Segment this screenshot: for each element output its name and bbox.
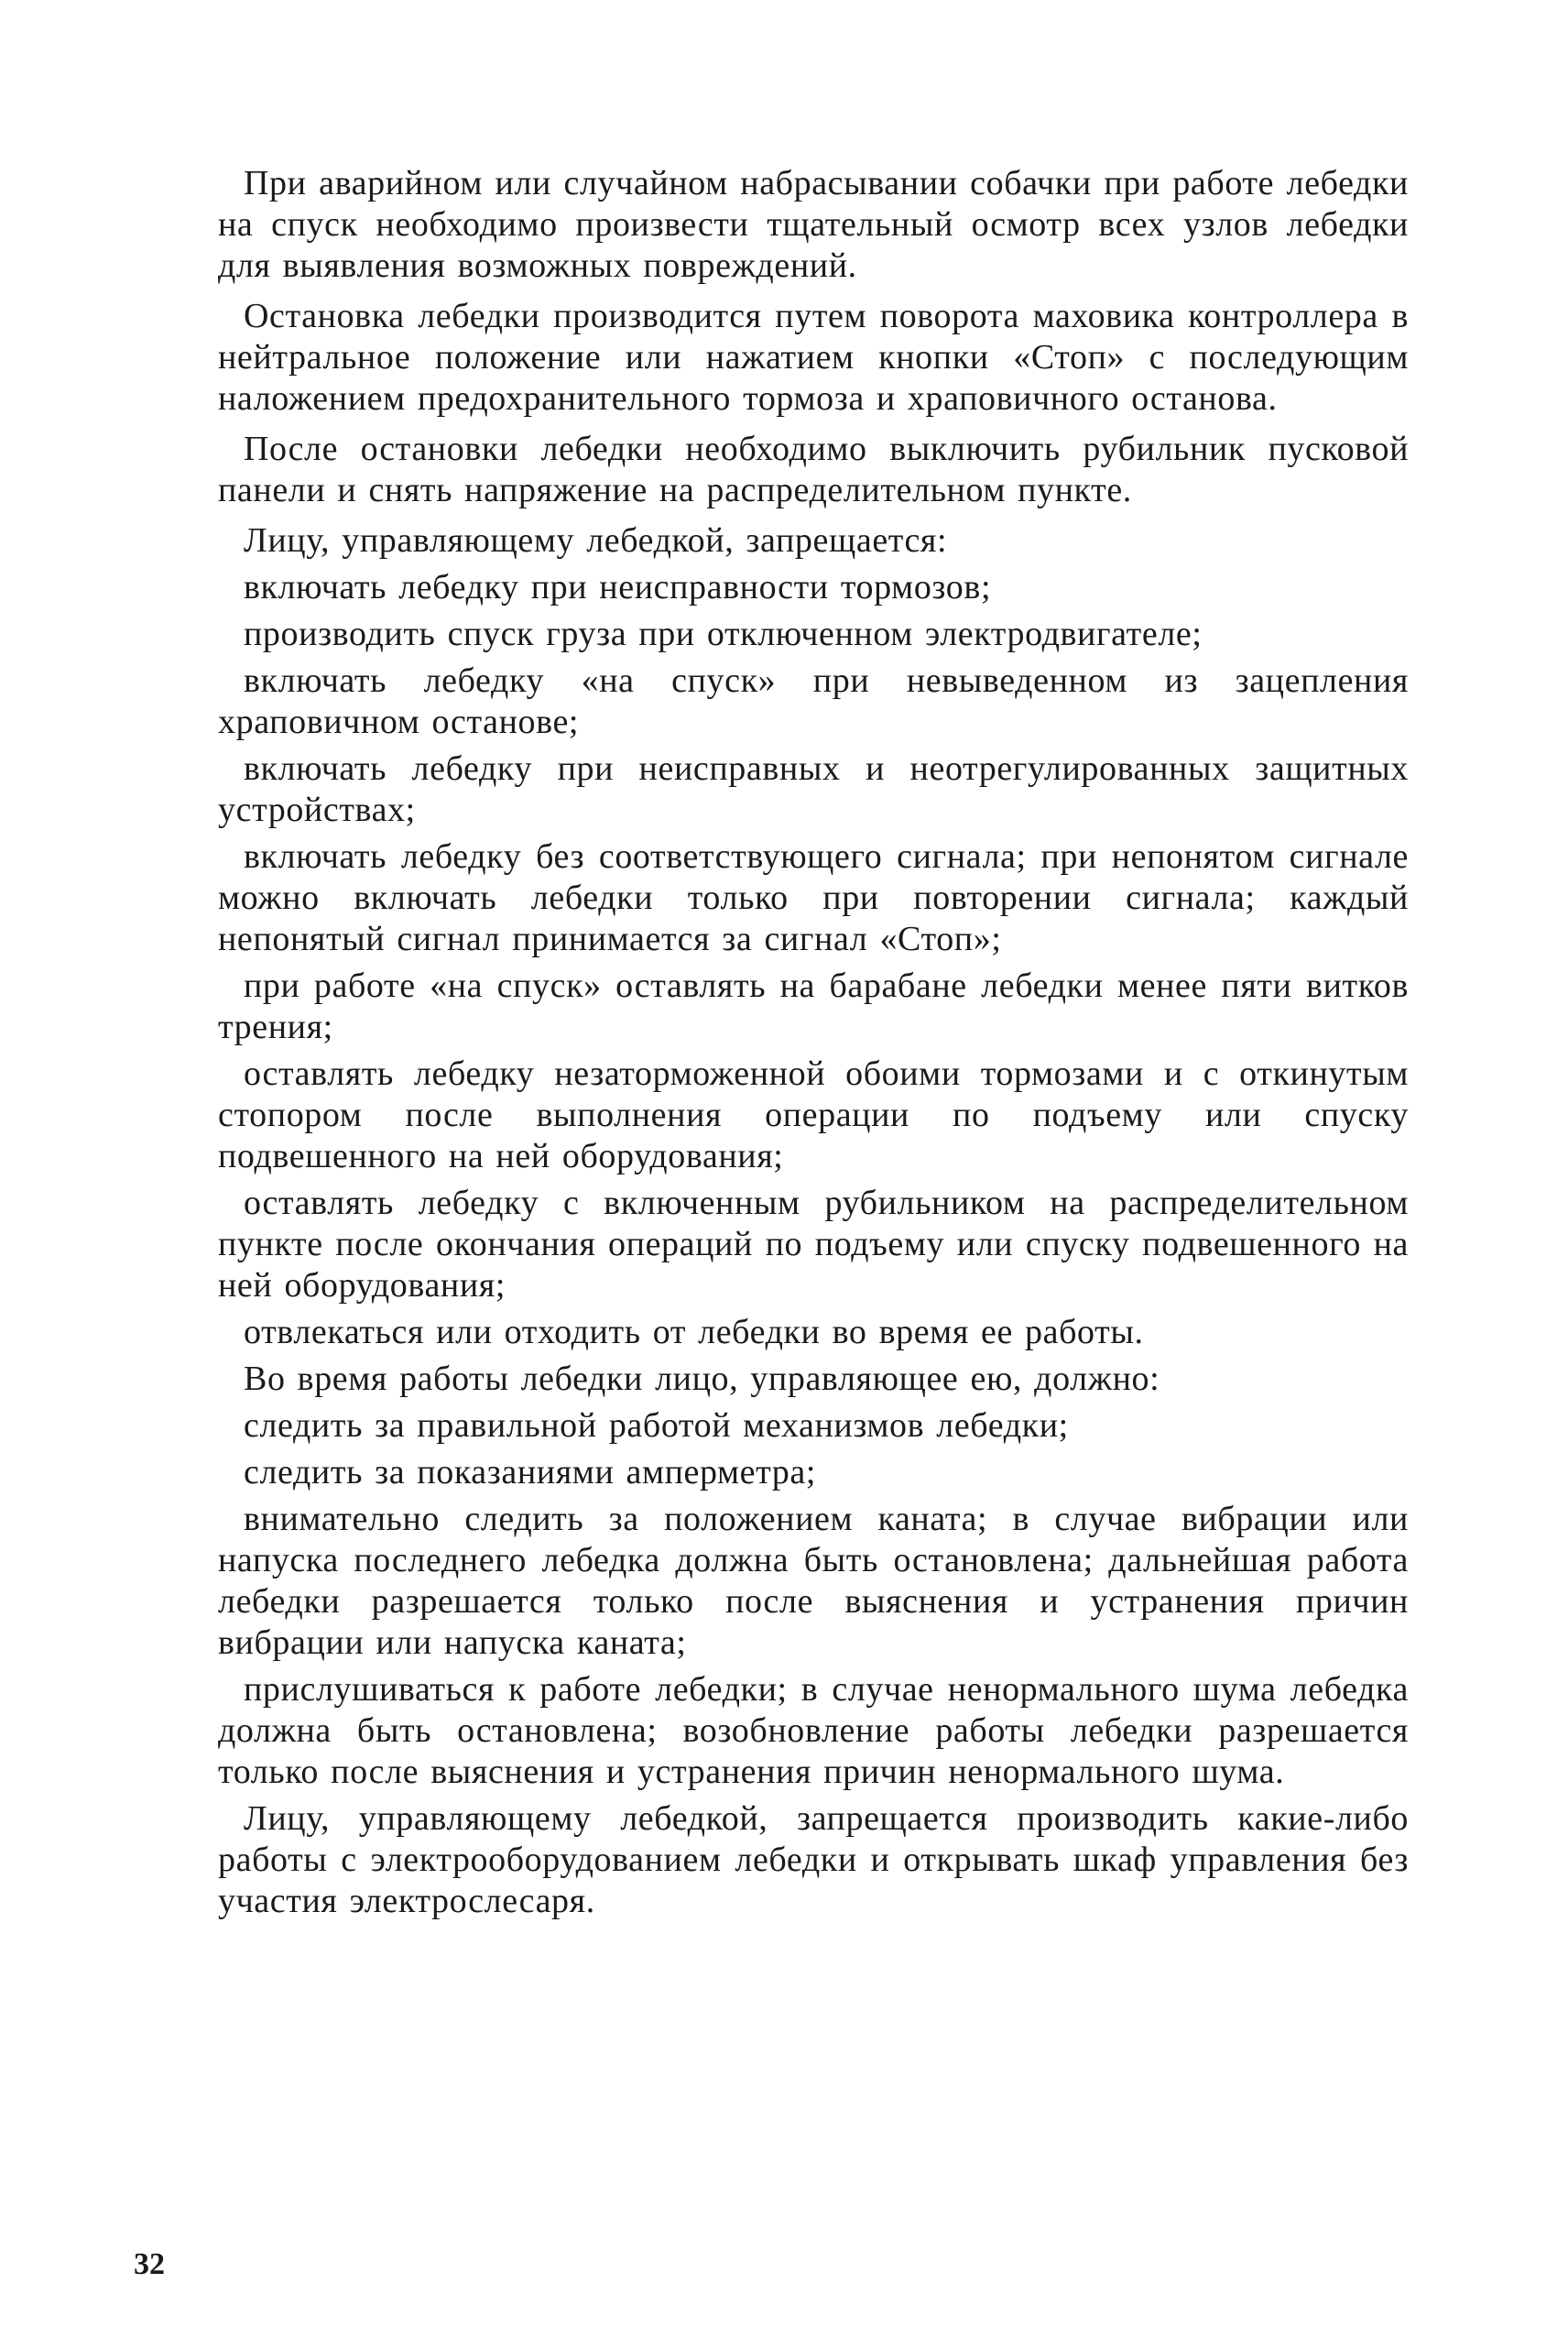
paragraph-prohibited-heading: Лицу, управляющему лебедкой, запрещается: <box>244 521 948 560</box>
list-item: прислушиваться к работе лебедки; в случае ненормального шума лебедка должна быть остановлена; возобновление работы лебедки разрешается только после выяснения и устранения причин ненормального шума. <box>218 1670 1409 1791</box>
list-item: включать лебедку при неисправности тормозов; <box>244 568 992 606</box>
page-number: 32 <box>134 2247 165 2281</box>
list-item: отвлекаться или отходить от лебедки во время ее работы. <box>244 1313 1144 1351</box>
list-item: включать лебедку «на спуск» при невыведенном из зацепления храповичном останове; <box>218 661 1409 741</box>
paragraph-winch-stop: Остановка лебедки производится путем поворота маховика контроллера в нейтральное положение или нажатием кнопки «Стоп» с последующим наложением предохранительного тормоза и храповичного останова. <box>218 297 1409 418</box>
list-item: следить за показаниями амперметра; <box>244 1453 817 1491</box>
list-item: оставлять лебедку незаторможенной обоими тормозами и с откинутым стопором после выполнения операции по подъему или спуску подвешенного на ней оборудования; <box>218 1054 1409 1175</box>
list-item: включать лебедку без соответствующего сигнала; при непонятом сигнале можно включать лебедки только при повторении сигнала; каждый непонятый сигнал принимается за сигнал «Стоп»; <box>218 837 1409 958</box>
list-item: внимательно следить за положением каната; в случае вибрации или напуска последнего лебедка должна быть остановлена; дальнейшая работа лебедки разрешается только после выяснения и устранения причин вибрации или напуска каната; <box>218 1500 1409 1662</box>
list-item: следить за правильной работой механизмов лебедки; <box>244 1406 1069 1445</box>
list-item: включать лебедку при неисправных и неотрегулированных защитных устройствах; <box>218 749 1409 829</box>
paragraph-electrical-prohibition: Лицу, управляющему лебедкой, запрещается производить какие-либо работы с электрооборудованием лебедки и открывать шкаф управления без участия электрослесаря. <box>218 1799 1409 1920</box>
body-text <box>218 163 1409 1931</box>
list-item: при работе «на спуск» оставлять на барабане лебедки менее пяти витков трения; <box>218 967 1409 1046</box>
paragraph-duties-heading: Во время работы лебедки лицо, управляющее ею, должно: <box>244 1360 1160 1398</box>
list-item: производить спуск груза при отключенном электродвигателе; <box>244 615 1203 653</box>
paragraph-after-stop: После остановки лебедки необходимо выключить рубильник пусковой панели и снять напряжение на распределительном пункте. <box>218 430 1409 509</box>
list-item: оставлять лебедку с включенным рубильником на распределительном пункте после окончания операций по подъему или спуску подвешенного на ней оборудования; <box>218 1184 1409 1305</box>
paragraph-emergency-pawl: При аварийном или случайном набрасывании собачки при работе лебедки на спуск необходимо произвести тщательный осмотр всех узлов лебедки для выявления возможных повреждений. <box>218 164 1409 285</box>
